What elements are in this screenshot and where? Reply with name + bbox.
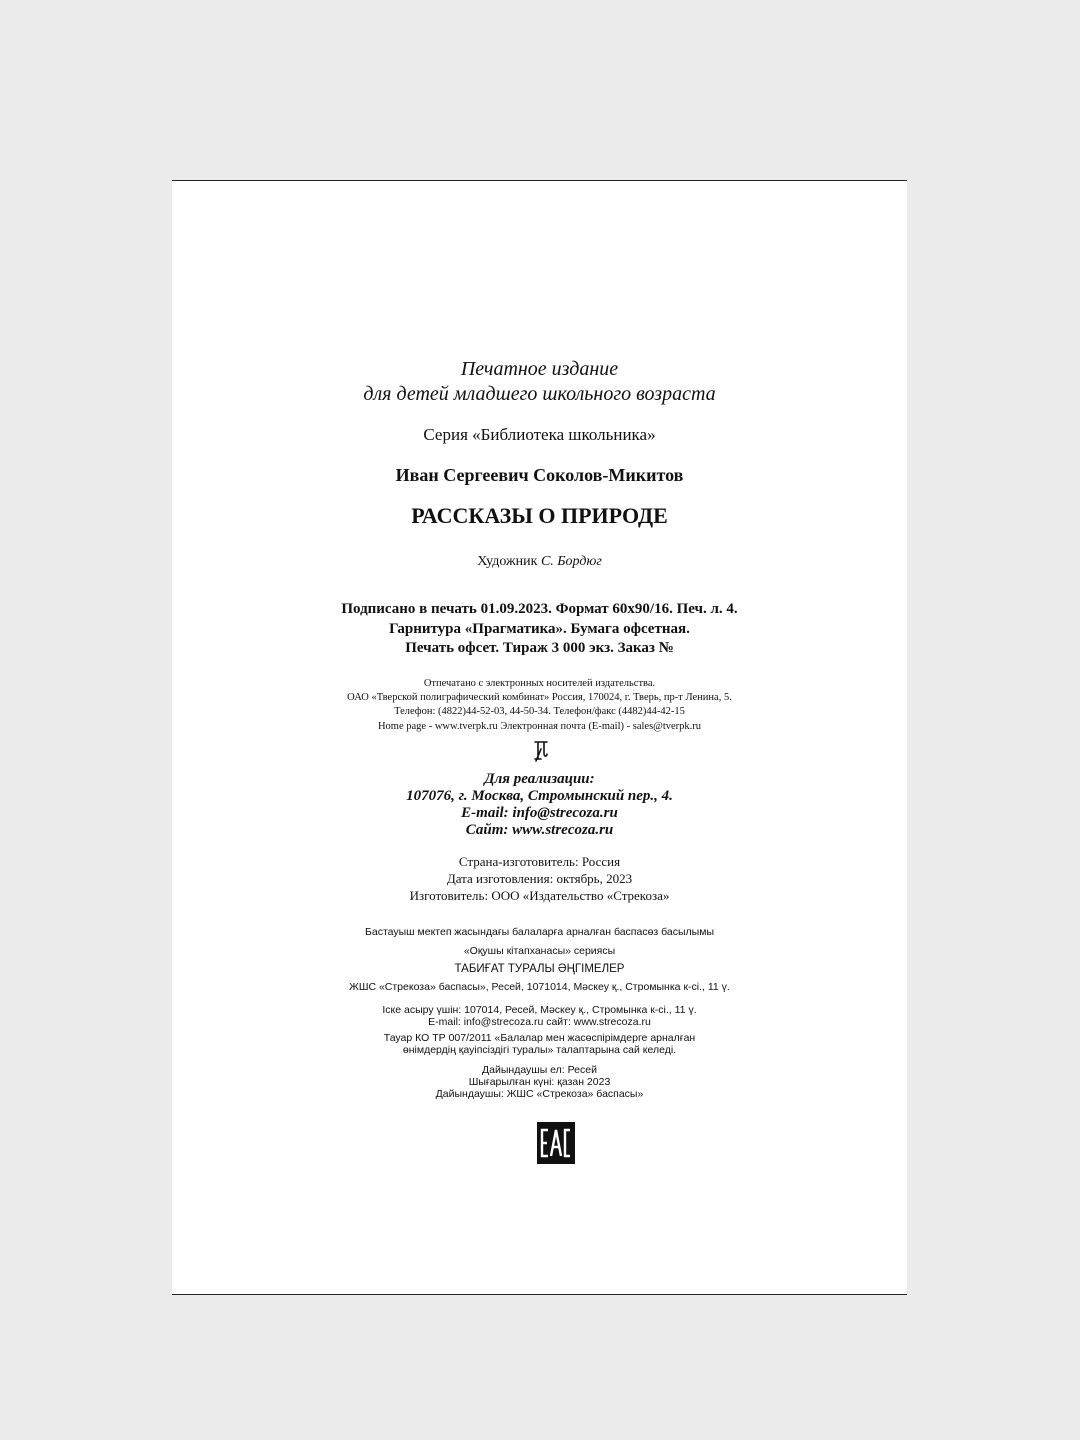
printer-line-2: ОАО «Тверской полиграфический комбинат» Россия, 170024, г. Тверь, пр-т Ленина, 5. [347, 692, 732, 703]
kaz-line-1: Бастауыш мектеп жасындағы балаларға арналған баспасөз басылымы [364, 926, 714, 938]
printer-line-4: Home page - www.tverpk.ru Электронная почта (E-mail) - sales@tverpk.ru [377, 721, 702, 732]
kaz-line-6: E-mail: info@strecoza.ru сайт: www.strecoza.ru [428, 1016, 651, 1028]
printer-line-3: Телефон: (4822)44-52-03, 44-50-34. Телефон/факс (4482)44-42-15 [394, 706, 685, 717]
imprint-line-3: Печать офсет. Тираж 3 000 экз. Заказ № [405, 640, 674, 656]
artist-name: С. Бордюг [540, 554, 602, 569]
kaz-line-3: ТАБИҒАТ ТУРАЛЫ ӘҢГІМЕЛЕР [454, 963, 625, 975]
kaz-line-5: Іске асыру үшін: 107014, Ресей, Мәскеу қ., Стромынка к-сі., 11 ү. [382, 1004, 697, 1016]
kaz-line-10: Шығарылған күні: қазан 2023 [468, 1076, 611, 1088]
book-title: РАССКАЗЫ О ПРИРОДЕ [411, 503, 668, 528]
sales-site: Сайт: www.strecoza.ru [465, 822, 614, 838]
kaz-line-7: Тауар КО ТР 007/2011 «Балалар мен жасөспірімдерге арналған [383, 1032, 696, 1044]
kaz-line-2: «Оқушы кітапханасы» сериясы [463, 945, 616, 957]
sales-address: 107076, г. Москва, Стромынский пер., 4. [406, 788, 673, 804]
origin-date: Дата изготовления: октябрь, 2023 [446, 871, 633, 886]
printer-line-1: Отпечатано с электронных носителей издательства. [423, 678, 656, 689]
kaz-line-8: өнімдердің қауіпсіздігі туралы» талаптарына сай келеді. [402, 1044, 677, 1056]
origin-country: Страна-изготовитель: Россия [458, 854, 621, 869]
sales-heading: Для реализации: [484, 771, 595, 787]
imprint-line-2: Гарнитура «Прагматика». Бумага офсетная. [389, 621, 690, 637]
imprint-line-1: Подписано в печать 01.09.2023. Формат 60x90/16. Печ. л. 4. [341, 601, 738, 617]
series-name: Серия «Библиотека школьника» [423, 425, 656, 444]
artist-label: Художник [477, 554, 541, 569]
origin-manufacturer: Изготовитель: ООО «Издательство «Стрекоза» [409, 888, 670, 903]
intro-line-1: Печатное издание [460, 358, 619, 380]
kaz-line-9: Дайындаушы ел: Ресей [482, 1064, 597, 1076]
author-name: Иван Сергеевич Соколов-Микитов [395, 465, 684, 485]
intro-line-2: для детей младшего школьного возраста [363, 383, 716, 405]
artist-credit [172, 555, 907, 569]
eac-mark-icon [536, 1121, 576, 1165]
tverpk-logo-icon [532, 739, 550, 763]
kaz-line-11: Дайындаушы: ЖШС «Стрекоза» баспасы» [435, 1088, 644, 1100]
book-imprint-page [172, 180, 907, 1295]
kaz-line-4: ЖШС «Стрекоза» баспасы», Ресей, 1071014, Мәскеу қ., Стромынка к-сі., 11 ү. [349, 981, 730, 993]
sales-email: E-mail: info@strecoza.ru [461, 805, 618, 821]
